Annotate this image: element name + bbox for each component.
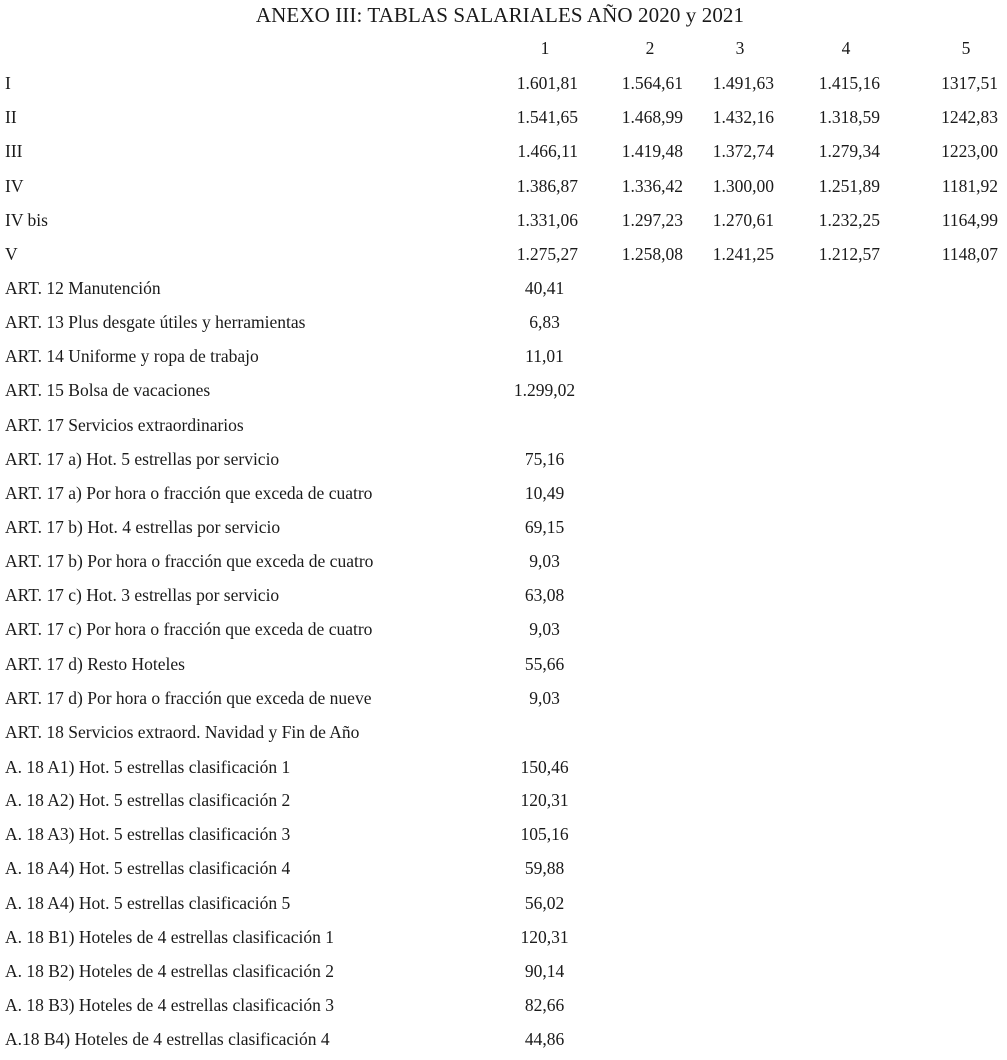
concept-label: ART. 17 c) Hot. 3 estrellas por servicio — [5, 585, 280, 605]
concept-value: 82,66 — [524, 995, 565, 1015]
concept-row — [0, 517, 1007, 543]
concept-label: ART. 17 c) Por hora o fracción que exceda de cuatro — [5, 619, 373, 639]
concept-label: A. 18 B1) Hoteles de 4 estrellas clasificación 1 — [5, 927, 334, 947]
concept-row — [0, 1029, 1007, 1055]
salary-value: 1.318,59 — [818, 107, 880, 127]
concept-value: 56,02 — [524, 893, 565, 913]
salary-value: 1.372,74 — [712, 141, 774, 161]
level-label: IV — [5, 176, 24, 196]
concept-row — [0, 790, 1007, 816]
concept-label: ART. 17 a) Por hora o fracción que exceda de cuatro — [5, 483, 373, 503]
concept-row — [0, 995, 1007, 1021]
concept-label: A. 18 A2) Hot. 5 estrellas clasificación 2 — [5, 790, 291, 810]
level-label: IV bis — [5, 210, 48, 230]
concept-label: ART. 12 Manutención — [5, 278, 161, 298]
concept-row — [0, 893, 1007, 919]
salary-value: 1242,83 — [941, 107, 998, 127]
salary-value: 1148,07 — [941, 244, 998, 264]
concept-label: A. 18 B2) Hoteles de 4 estrellas clasificación 2 — [5, 961, 334, 981]
salary-value: 1.386,87 — [516, 176, 578, 196]
salary-value: 1.300,00 — [712, 176, 774, 196]
concept-label: A. 18 A1) Hot. 5 estrellas clasificación 1 — [5, 757, 291, 777]
salary-value: 1.212,57 — [818, 244, 880, 264]
concept-value: 105,16 — [520, 824, 569, 844]
salary-value: 1.415,16 — [818, 73, 880, 93]
concept-row — [0, 278, 1007, 304]
column-header: 1 — [540, 38, 550, 58]
salary-value: 1.331,06 — [516, 210, 578, 230]
concept-label: A. 18 A4) Hot. 5 estrellas clasificación 4 — [5, 858, 291, 878]
salary-value: 1.258,08 — [621, 244, 683, 264]
level-label: I — [5, 73, 11, 93]
concept-label: ART. 14 Uniforme y ropa de trabajo — [5, 346, 259, 366]
concept-row — [0, 551, 1007, 577]
concept-row — [0, 654, 1007, 680]
concept-value: 11,01 — [525, 346, 564, 366]
column-header: 2 — [645, 38, 655, 58]
concept-label: ART. 17 b) Hot. 4 estrellas por servicio — [5, 517, 281, 537]
section-heading: ART. 17 Servicios extraordinarios — [5, 415, 244, 435]
concept-label: A. 18 B3) Hoteles de 4 estrellas clasificación 3 — [5, 995, 334, 1015]
salary-value: 1.468,99 — [621, 107, 683, 127]
column-header: 5 — [961, 38, 971, 58]
concept-row — [0, 619, 1007, 645]
concept-label: ART. 15 Bolsa de vacaciones — [5, 380, 211, 400]
concept-label: ART. 17 d) Resto Hoteles — [5, 654, 185, 674]
concept-value: 9,03 — [529, 551, 560, 571]
level-label: III — [5, 141, 23, 161]
concept-value: 9,03 — [529, 688, 560, 708]
concept-value: 150,46 — [520, 757, 569, 777]
salary-value: 1181,92 — [941, 176, 998, 196]
concept-row — [0, 927, 1007, 953]
salary-value: 1.279,34 — [818, 141, 880, 161]
concept-label: ART. 17 d) Por hora o fracción que exceda de nueve — [5, 688, 372, 708]
salary-value: 1.336,42 — [621, 176, 683, 196]
concept-label: A.18 B4) Hoteles de 4 estrellas clasificación 4 — [5, 1029, 330, 1049]
concept-row — [0, 688, 1007, 714]
salary-level-row — [0, 141, 1007, 167]
concept-row — [0, 585, 1007, 611]
salary-value: 1.466,11 — [517, 141, 578, 161]
concept-value: 6,83 — [529, 312, 560, 332]
concept-value: 59,88 — [524, 858, 565, 878]
concept-value: 44,86 — [524, 1029, 565, 1049]
salary-value: 1.251,89 — [818, 176, 880, 196]
concept-value: 90,14 — [524, 961, 565, 981]
concept-row — [0, 312, 1007, 338]
concept-row — [0, 449, 1007, 475]
salary-level-row — [0, 176, 1007, 202]
salary-value: 1223,00 — [941, 141, 998, 161]
salary-level-row — [0, 73, 1007, 99]
salary-value: 1.270,61 — [712, 210, 774, 230]
salary-value: 1.491,63 — [712, 73, 774, 93]
concept-row — [0, 961, 1007, 987]
concept-label: ART. 13 Plus desgate útiles y herramientas — [5, 312, 306, 332]
concept-row — [0, 346, 1007, 372]
salary-value: 1164,99 — [941, 210, 998, 230]
concept-value: 1.299,02 — [513, 380, 576, 400]
salary-value: 1317,51 — [941, 73, 998, 93]
concept-label: A. 18 A3) Hot. 5 estrellas clasificación 3 — [5, 824, 291, 844]
salary-value: 1.297,23 — [621, 210, 683, 230]
concept-value: 69,15 — [524, 517, 565, 537]
level-label: II — [5, 107, 17, 127]
concept-value: 120,31 — [520, 790, 569, 810]
concept-row — [0, 824, 1007, 850]
level-label: V — [5, 244, 18, 264]
section-heading-row — [0, 415, 1007, 441]
salary-value: 1.419,48 — [621, 141, 683, 161]
concept-label: ART. 17 a) Hot. 5 estrellas por servicio — [5, 449, 280, 469]
concept-value: 75,16 — [524, 449, 565, 469]
concept-label: A. 18 A4) Hot. 5 estrellas clasificación 5 — [5, 893, 291, 913]
salary-level-row — [0, 244, 1007, 270]
section-heading-row — [0, 722, 1007, 748]
concept-row — [0, 380, 1007, 406]
salary-value: 1.232,25 — [818, 210, 880, 230]
salary-value: 1.241,25 — [712, 244, 774, 264]
concept-row — [0, 483, 1007, 509]
concept-row — [0, 858, 1007, 884]
salary-value: 1.564,61 — [621, 73, 683, 93]
concept-value: 40,41 — [524, 278, 565, 298]
salary-value: 1.601,81 — [516, 73, 578, 93]
concept-value: 9,03 — [529, 619, 560, 639]
salary-value: 1.275,27 — [516, 244, 578, 264]
concept-value: 63,08 — [524, 585, 565, 605]
salary-value: 1.541,65 — [516, 107, 578, 127]
document-title: ANEXO III: TABLAS SALARIALES AÑO 2020 y 2021 — [255, 3, 745, 27]
concept-value: 55,66 — [524, 654, 565, 674]
column-header: 4 — [841, 38, 851, 58]
concept-value: 120,31 — [520, 927, 569, 947]
column-header: 3 — [735, 38, 745, 58]
salary-level-row — [0, 107, 1007, 133]
concept-value: 10,49 — [524, 483, 565, 503]
salary-level-row — [0, 210, 1007, 236]
concept-label: ART. 17 b) Por hora o fracción que exceda de cuatro — [5, 551, 374, 571]
salary-value: 1.432,16 — [712, 107, 774, 127]
section-heading: ART. 18 Servicios extraord. Navidad y Fin de Año — [5, 722, 360, 742]
concept-row — [0, 757, 1007, 783]
